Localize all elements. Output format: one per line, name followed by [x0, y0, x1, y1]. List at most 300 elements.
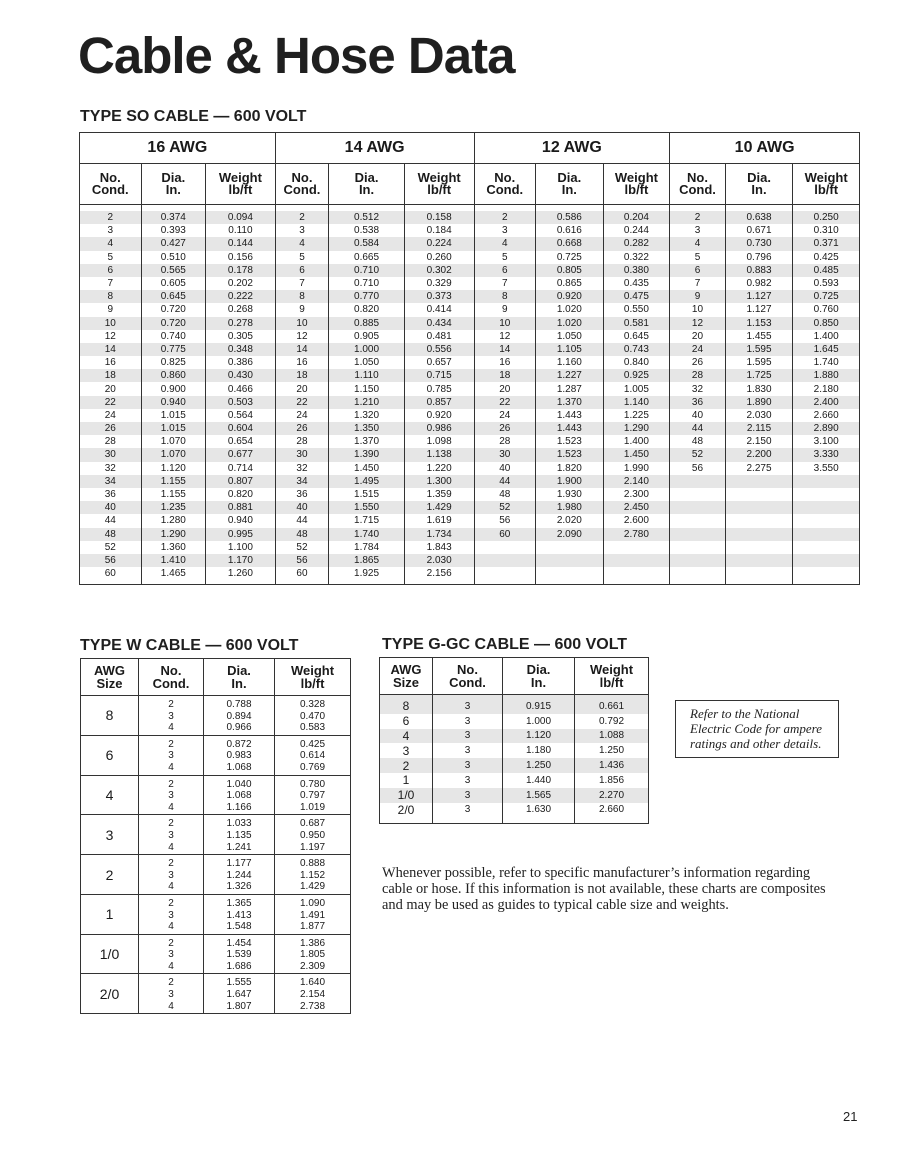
table-cell: 0.503	[206, 396, 276, 409]
table-cell: 0.925	[603, 369, 670, 382]
w-cond-value: 2	[168, 778, 174, 790]
table-cell	[725, 541, 793, 554]
table-row	[81, 934, 351, 974]
table-cell: 0.982	[725, 277, 793, 290]
table-cell: 1.110	[329, 369, 405, 382]
table-cell	[536, 541, 604, 554]
table-cell: 0.434	[404, 317, 474, 330]
table-cell: 0.538	[329, 224, 405, 237]
table-cell: 1.138	[404, 448, 474, 461]
w-weight-value: 2.309	[299, 960, 326, 972]
table-cell: 1.100	[206, 541, 276, 554]
table-cell: 0.581	[603, 317, 670, 330]
table-cell	[603, 554, 670, 567]
table-row	[80, 237, 860, 250]
so-col-header-weight	[206, 164, 276, 205]
w-cond-cell	[139, 775, 204, 815]
w-weight-value: 0.687	[299, 818, 326, 830]
w-dia-cell	[204, 934, 275, 974]
w-awg-size: 4	[81, 775, 139, 815]
table-cell: 0.775	[141, 343, 206, 356]
table-row	[80, 462, 860, 475]
table-row	[80, 501, 860, 514]
table-cell: 1.155	[141, 488, 206, 501]
w-dia-value: 1.647	[226, 989, 252, 1001]
table-cell: 36	[275, 488, 328, 501]
w-cond-value: 3	[168, 710, 174, 722]
so-group-12awg: 12 AWG	[474, 133, 670, 164]
table-row	[80, 435, 860, 448]
table-cell: 1.740	[329, 528, 405, 541]
table-cell: 1.980	[536, 501, 604, 514]
table-cell: 0.302	[404, 264, 474, 277]
table-row	[80, 554, 860, 567]
table-cell: 0.654	[206, 435, 276, 448]
table-cell: 40	[275, 501, 328, 514]
w-weight-value: 0.797	[299, 790, 326, 802]
table-cell: 1.088	[575, 729, 649, 744]
table-cell: 1.455	[725, 330, 793, 343]
table-cell: 32	[275, 462, 328, 475]
table-cell: 0.427	[141, 237, 206, 250]
so-col-header-weight-line2: lb/ft	[228, 182, 253, 197]
table-cell: 1.170	[206, 554, 276, 567]
table-cell: 0.250	[793, 211, 860, 224]
table-cell: 1.990	[603, 462, 670, 475]
table-row	[80, 330, 860, 343]
w-weight-value: 0.888	[299, 858, 326, 870]
so-col-header-dia-line1: Dia.	[354, 170, 379, 185]
w-dia-value: 1.413	[226, 909, 252, 921]
w-cond-cell	[139, 934, 204, 974]
table-cell: 1.410	[141, 554, 206, 567]
nec-note-box	[675, 700, 839, 758]
table-cell: 7	[80, 277, 142, 290]
table-row	[80, 409, 860, 422]
table-row	[80, 369, 860, 382]
table-cell: 12	[474, 330, 536, 343]
table-cell	[793, 554, 860, 567]
table-cell: 1.015	[141, 409, 206, 422]
so-group-10awg: 10 AWG	[670, 133, 860, 164]
so-col-header-weight-line1: Weight	[417, 170, 461, 185]
table-cell	[793, 541, 860, 554]
table-cell: 4	[275, 237, 328, 250]
table-cell: 1.020	[536, 303, 604, 316]
table-cell: 26	[275, 422, 328, 435]
w-weight-value: 1.090	[299, 897, 326, 909]
w-weight-value: 1.019	[299, 801, 326, 813]
table-cell: 2	[275, 211, 328, 224]
w-weight-value: 0.583	[299, 722, 326, 734]
table-cell: 3	[474, 224, 536, 237]
table-cell: 1.515	[329, 488, 405, 501]
table-cell: 5	[670, 251, 725, 264]
table-cell: 0.805	[536, 264, 604, 277]
table-cell: 1/0	[380, 788, 433, 803]
table-cell: 0.725	[536, 251, 604, 264]
so-col-header-cond-line1: No.	[99, 170, 121, 185]
table-cell: 1.153	[725, 317, 793, 330]
so-col-header-dia	[725, 164, 793, 205]
w-dia-value: 0.788	[226, 699, 252, 710]
w-header-dia-line2: In.	[231, 676, 247, 691]
table-cell: 3	[433, 803, 503, 824]
table-cell: 3	[433, 788, 503, 803]
table-cell: 10	[670, 303, 725, 316]
w-dia-value: 1.326	[226, 881, 252, 893]
table-cell: 8	[80, 290, 142, 303]
table-cell: 20	[275, 382, 328, 395]
table-cell: 48	[474, 488, 536, 501]
table-cell: 0.616	[536, 224, 604, 237]
table-cell: 32	[670, 382, 725, 395]
table-cell: 16	[80, 356, 142, 369]
table-cell: 6	[80, 264, 142, 277]
w-header-dia	[204, 659, 275, 696]
w-weight-value: 0.780	[299, 778, 326, 790]
w-awg-size: 2	[81, 855, 139, 895]
w-weight-cell	[275, 815, 351, 855]
table-cell: 40	[80, 501, 142, 514]
table-row	[80, 211, 860, 224]
table-cell: 0.645	[141, 290, 206, 303]
table-cell: 1.050	[536, 330, 604, 343]
table-cell	[793, 488, 860, 501]
table-cell: 32	[80, 462, 142, 475]
table-cell: 3	[275, 224, 328, 237]
table-cell: 2	[474, 211, 536, 224]
table-cell: 56	[474, 514, 536, 527]
table-cell: 1.370	[329, 435, 405, 448]
table-cell: 0.668	[536, 237, 604, 250]
so-col-header-weight-line2: lb/ft	[624, 182, 649, 197]
table-cell	[725, 514, 793, 527]
w-cond-value: 4	[168, 881, 174, 893]
nec-note-line1: Refer to the National	[690, 706, 800, 721]
table-cell: 0.915	[503, 695, 575, 714]
table-row	[81, 855, 351, 895]
table-cell: 30	[275, 448, 328, 461]
w-cable-title: TYPE W CABLE — 600 VOLT	[80, 637, 299, 654]
table-cell: 1.465	[141, 567, 206, 585]
table-cell: 20	[670, 330, 725, 343]
table-cell: 0.584	[329, 237, 405, 250]
table-cell: 24	[80, 409, 142, 422]
table-cell	[670, 541, 725, 554]
w-dia-value: 1.807	[226, 1000, 252, 1012]
w-weight-cell	[275, 775, 351, 815]
table-cell: 1.740	[793, 356, 860, 369]
table-cell: 24	[474, 409, 536, 422]
table-cell: 0.665	[329, 251, 405, 264]
table-cell: 2.890	[793, 422, 860, 435]
table-cell: 0.661	[575, 695, 649, 714]
table-cell: 2.660	[793, 409, 860, 422]
table-cell: 1.715	[329, 514, 405, 527]
table-cell: 0.638	[725, 211, 793, 224]
w-dia-value: 0.983	[226, 750, 252, 762]
table-cell: 2.270	[575, 788, 649, 803]
table-cell: 36	[670, 396, 725, 409]
table-cell: 0.720	[141, 317, 206, 330]
table-cell: 44	[670, 422, 725, 435]
table-cell	[725, 554, 793, 567]
table-cell: 1.320	[329, 409, 405, 422]
table-cell: 0.481	[404, 330, 474, 343]
table-cell: 0.373	[404, 290, 474, 303]
so-col-header-weight-line2: lb/ft	[427, 182, 452, 197]
table-cell: 1.260	[206, 567, 276, 585]
table-cell: 2.300	[603, 488, 670, 501]
ggc-header-awg-line2: Size	[392, 675, 419, 690]
so-group-16awg: 16 AWG	[80, 133, 276, 164]
table-cell: 1.443	[536, 409, 604, 422]
table-cell: 1.440	[503, 773, 575, 788]
w-dia-cell	[204, 855, 275, 895]
table-cell: 0.986	[404, 422, 474, 435]
w-weight-value: 1.877	[299, 921, 326, 933]
w-cond-cell	[139, 894, 204, 934]
w-weight-cell	[275, 974, 351, 1014]
table-cell: 14	[474, 343, 536, 356]
table-cell	[670, 501, 725, 514]
table-cell: 26	[670, 356, 725, 369]
table-row	[80, 277, 860, 290]
table-cell: 1.290	[141, 528, 206, 541]
table-cell	[793, 475, 860, 488]
table-cell: 1.630	[503, 803, 575, 824]
table-cell: 1.225	[603, 409, 670, 422]
so-col-header-cond-line2: Cond.	[91, 182, 129, 197]
table-cell: 2.600	[603, 514, 670, 527]
w-dia-cell	[204, 894, 275, 934]
w-weight-value: 0.769	[299, 761, 326, 773]
w-dia-value: 1.244	[226, 869, 252, 881]
table-cell: 0.850	[793, 317, 860, 330]
table-cell: 44	[474, 475, 536, 488]
w-cond-value: 4	[168, 841, 174, 853]
table-cell	[725, 528, 793, 541]
w-dia-value: 1.135	[226, 829, 252, 841]
w-weight-value: 0.470	[299, 710, 326, 722]
table-cell: 60	[275, 567, 328, 585]
table-cell: 6	[670, 264, 725, 277]
table-cell: 12	[275, 330, 328, 343]
table-cell: 0.710	[329, 264, 405, 277]
table-row	[80, 541, 860, 554]
table-cell: 0.260	[404, 251, 474, 264]
table-row	[81, 735, 351, 775]
table-cell	[670, 528, 725, 541]
ggc-header-weight-line2: lb/ft	[599, 675, 624, 690]
table-cell: 0.144	[206, 237, 276, 250]
table-cell	[603, 567, 670, 585]
table-cell: 44	[80, 514, 142, 527]
table-cell: 2.030	[404, 554, 474, 567]
ggc-cable-body	[380, 695, 649, 824]
w-dia-value: 0.894	[226, 710, 252, 722]
table-cell: 0.158	[404, 211, 474, 224]
so-col-header-dia-line2: In.	[358, 182, 375, 197]
table-cell: 6	[275, 264, 328, 277]
table-cell: 0.278	[206, 317, 276, 330]
w-cable-table	[80, 658, 351, 1014]
table-cell: 0.550	[603, 303, 670, 316]
table-cell: 0.374	[141, 211, 206, 224]
table-cell: 2.450	[603, 501, 670, 514]
table-cell: 9	[80, 303, 142, 316]
table-cell: 0.556	[404, 343, 474, 356]
w-header-row	[81, 659, 351, 696]
table-cell: 7	[670, 277, 725, 290]
table-cell: 1.350	[329, 422, 405, 435]
table-cell	[670, 554, 725, 567]
table-cell	[536, 567, 604, 585]
table-cell: 36	[80, 488, 142, 501]
w-cond-value: 2	[168, 897, 174, 909]
table-cell: 0.792	[575, 714, 649, 729]
table-cell: 0.310	[793, 224, 860, 237]
w-weight-value: 0.614	[299, 750, 326, 762]
table-cell: 0.224	[404, 237, 474, 250]
table-cell: 1.843	[404, 541, 474, 554]
w-weight-value: 1.197	[299, 841, 326, 853]
table-cell	[603, 541, 670, 554]
w-header-weight	[275, 659, 351, 696]
table-cell: 0.565	[141, 264, 206, 277]
w-cond-value: 4	[168, 1000, 174, 1012]
w-cond-value: 3	[168, 909, 174, 921]
table-cell: 10	[275, 317, 328, 330]
w-weight-value: 2.738	[299, 1000, 326, 1012]
table-cell: 1.280	[141, 514, 206, 527]
table-cell	[725, 488, 793, 501]
table-cell	[670, 567, 725, 585]
w-dia-value: 0.966	[226, 722, 252, 734]
so-col-header-weight	[404, 164, 474, 205]
table-cell: 52	[670, 448, 725, 461]
table-cell: 1.523	[536, 435, 604, 448]
table-cell: 1.098	[404, 435, 474, 448]
w-cond-value: 4	[168, 921, 174, 933]
table-cell	[793, 514, 860, 527]
table-cell: 52	[80, 541, 142, 554]
table-cell: 0.485	[793, 264, 860, 277]
table-cell: 1.595	[725, 343, 793, 356]
table-cell: 7	[474, 277, 536, 290]
table-row	[80, 488, 860, 501]
so-col-header-weight	[793, 164, 860, 205]
table-cell: 0.593	[793, 277, 860, 290]
table-cell: 3	[80, 224, 142, 237]
w-dia-cell	[204, 696, 275, 736]
table-cell: 0.881	[206, 501, 276, 514]
w-dia-value: 1.454	[226, 937, 252, 949]
ggc-header-dia-line1: Dia.	[526, 662, 551, 677]
table-cell: 2.020	[536, 514, 604, 527]
table-row	[81, 696, 351, 736]
table-cell: 1.443	[536, 422, 604, 435]
so-col-header-cond-line1: No.	[291, 170, 313, 185]
table-cell: 1.155	[141, 475, 206, 488]
table-cell: 0.512	[329, 211, 405, 224]
table-cell: 28	[80, 435, 142, 448]
table-cell: 1.005	[603, 382, 670, 395]
table-row	[81, 894, 351, 934]
w-cond-cell	[139, 974, 204, 1014]
table-cell: 1.250	[503, 758, 575, 773]
table-cell: 0.760	[793, 303, 860, 316]
table-cell: 28	[670, 369, 725, 382]
so-col-header-weight-line1: Weight	[218, 170, 262, 185]
table-cell: 3	[433, 695, 503, 714]
w-cond-value: 3	[168, 869, 174, 881]
table-cell: 56	[670, 462, 725, 475]
table-cell: 0.825	[141, 356, 206, 369]
table-cell: 1.300	[404, 475, 474, 488]
table-cell: 0.857	[404, 396, 474, 409]
table-cell: 1.020	[536, 317, 604, 330]
table-cell	[793, 567, 860, 585]
table-cell: 0.920	[536, 290, 604, 303]
w-weight-value: 0.328	[299, 699, 326, 710]
table-cell: 0.393	[141, 224, 206, 237]
w-awg-size: 1	[81, 894, 139, 934]
table-cell: 1.865	[329, 554, 405, 567]
w-dia-value: 0.872	[226, 738, 252, 750]
w-cond-value: 4	[168, 761, 174, 773]
table-cell: 0.807	[206, 475, 276, 488]
table-cell: 1.000	[503, 714, 575, 729]
ggc-header-cond	[433, 658, 503, 695]
table-row	[80, 303, 860, 316]
table-cell	[670, 475, 725, 488]
table-cell: 1.820	[536, 462, 604, 475]
ggc-cable-table	[379, 657, 649, 824]
table-cell: 1.784	[329, 541, 405, 554]
table-cell: 3	[380, 743, 433, 758]
table-cell: 0.883	[725, 264, 793, 277]
nec-note-line2: Electric Code for ampere	[690, 721, 823, 736]
table-cell: 8	[380, 695, 433, 714]
table-cell: 1.565	[503, 788, 575, 803]
table-cell: 0.714	[206, 462, 276, 475]
table-cell: 1.210	[329, 396, 405, 409]
table-cell: 1.227	[536, 369, 604, 382]
table-cell: 1.436	[575, 758, 649, 773]
table-cell: 0.435	[603, 277, 670, 290]
table-cell: 2.180	[793, 382, 860, 395]
table-row	[380, 788, 649, 803]
table-cell: 2.780	[603, 528, 670, 541]
so-col-header-dia-line2: In.	[561, 182, 577, 197]
w-header-dia-line1: Dia.	[227, 663, 251, 678]
table-cell: 24	[275, 409, 328, 422]
table-cell: 26	[474, 422, 536, 435]
w-cond-value: 3	[168, 989, 174, 1001]
table-cell: 5	[474, 251, 536, 264]
ggc-header-cond-line2: Cond.	[449, 675, 486, 690]
table-cell: 5	[275, 251, 328, 264]
w-dia-cell	[204, 735, 275, 775]
w-cond-value: 4	[168, 722, 174, 734]
table-cell: 1.127	[725, 290, 793, 303]
w-weight-value: 0.950	[299, 829, 326, 841]
table-cell: 1.150	[329, 382, 405, 395]
table-cell: 2.115	[725, 422, 793, 435]
table-cell: 8	[275, 290, 328, 303]
